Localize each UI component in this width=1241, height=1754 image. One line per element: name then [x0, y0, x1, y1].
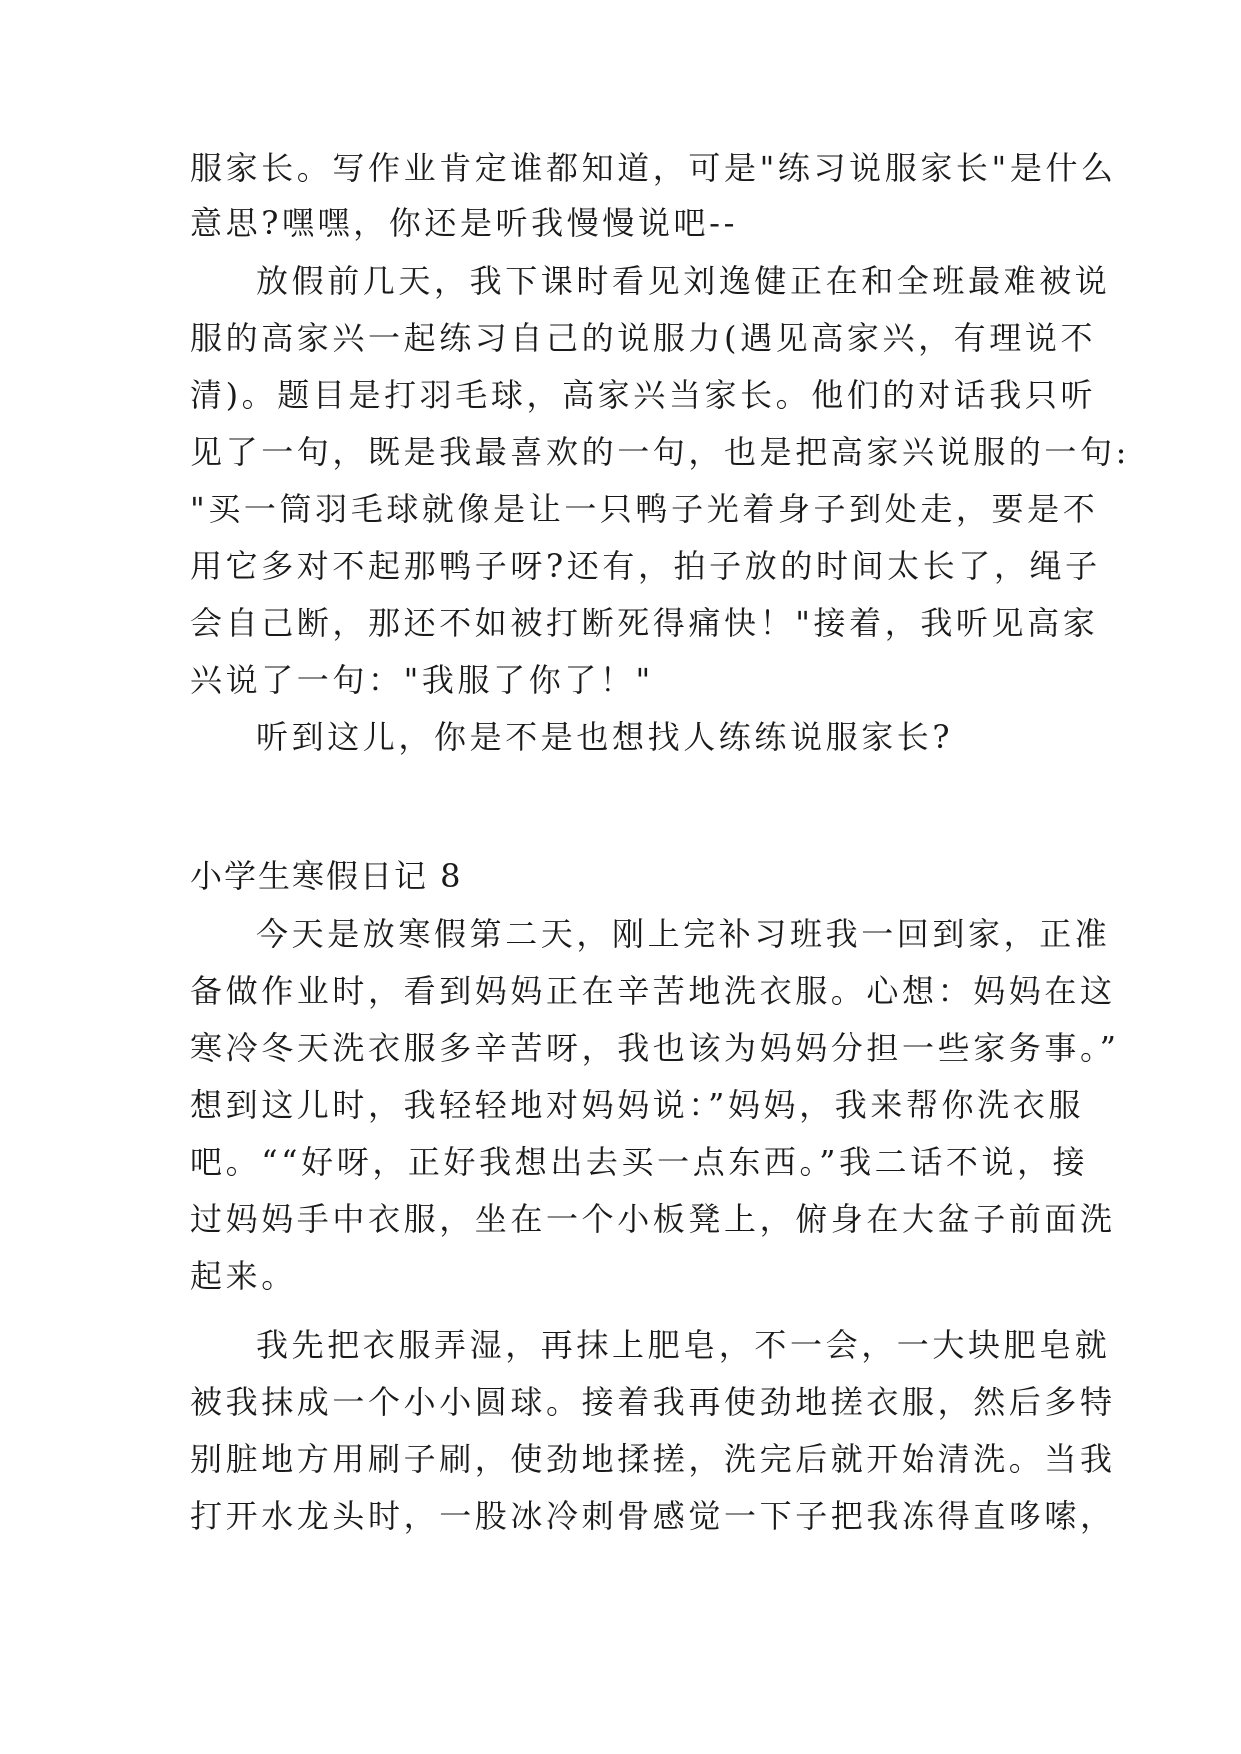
text-line: 吧。““好呀，正好我想出去买一点东西。”我二话不说，接	[190, 1143, 1089, 1181]
text-line: 听到这儿，你是不是也想找人练练说服家长?	[256, 718, 954, 756]
text-line: 服的高家兴一起练习自己的说服力(遇见高家兴，有理说不	[190, 319, 1097, 357]
text-line: 放假前几天，我下课时看见刘逸健正在和全班最难被说	[256, 262, 1111, 300]
text-line: 备做作业时，看到妈妈正在辛苦地洗衣服。心想：妈妈在这	[190, 972, 1116, 1010]
text-line: 今天是放寒假第二天，刚上完补习班我一回到家，正准	[256, 915, 1111, 953]
text-line: 见了一句，既是我最喜欢的一句，也是把高家兴说服的一句:	[190, 433, 1130, 471]
text-line: 过妈妈手中衣服，坐在一个小板凳上，俯身在大盆子前面洗	[190, 1200, 1116, 1238]
text-line: 用它多对不起那鸭子呀?还有，拍子放的时间太长了，绳子	[190, 547, 1101, 585]
text-line: 寒冷冬天洗衣服多辛苦呀，我也该为妈妈分担一些家务事。”	[190, 1029, 1120, 1067]
text-line: 清)。题目是打羽毛球，高家兴当家长。他们的对话我只听	[190, 376, 1097, 414]
text-line: 意思?嘿嘿，你还是听我慢慢说吧--	[190, 204, 738, 242]
text-line: 起来。	[190, 1257, 297, 1295]
text-line: 会自己断，那还不如被打断死得痛快！"接着，我听见高家	[190, 604, 1099, 642]
text-line: "买一筒羽毛球就像是让一只鸭子光着身子到处走，要是不	[190, 490, 1099, 528]
text-line: 被我抹成一个小小圆球。接着我再使劲地搓衣服，然后多特	[190, 1383, 1116, 1421]
text-line: 我先把衣服弄湿，再抹上肥皂，不一会，一大块肥皂就	[256, 1326, 1111, 1364]
text-line: 兴说了一句："我服了你了！"	[190, 661, 654, 699]
section-title: 小学生寒假日记 8	[190, 857, 463, 895]
text-line: 想到这儿时，我轻轻地对妈妈说：”妈妈，我来帮你洗衣服	[190, 1086, 1084, 1124]
text-line: 打开水龙头时，一股冰冷刺骨感觉一下子把我冻得直哆嗦，	[190, 1497, 1116, 1535]
text-line: 服家长。写作业肯定谁都知道，可是"练习说服家长"是什么	[190, 149, 1117, 187]
text-line: 别脏地方用刷子刷，使劲地揉搓，洗完后就开始清洗。当我	[190, 1440, 1116, 1478]
